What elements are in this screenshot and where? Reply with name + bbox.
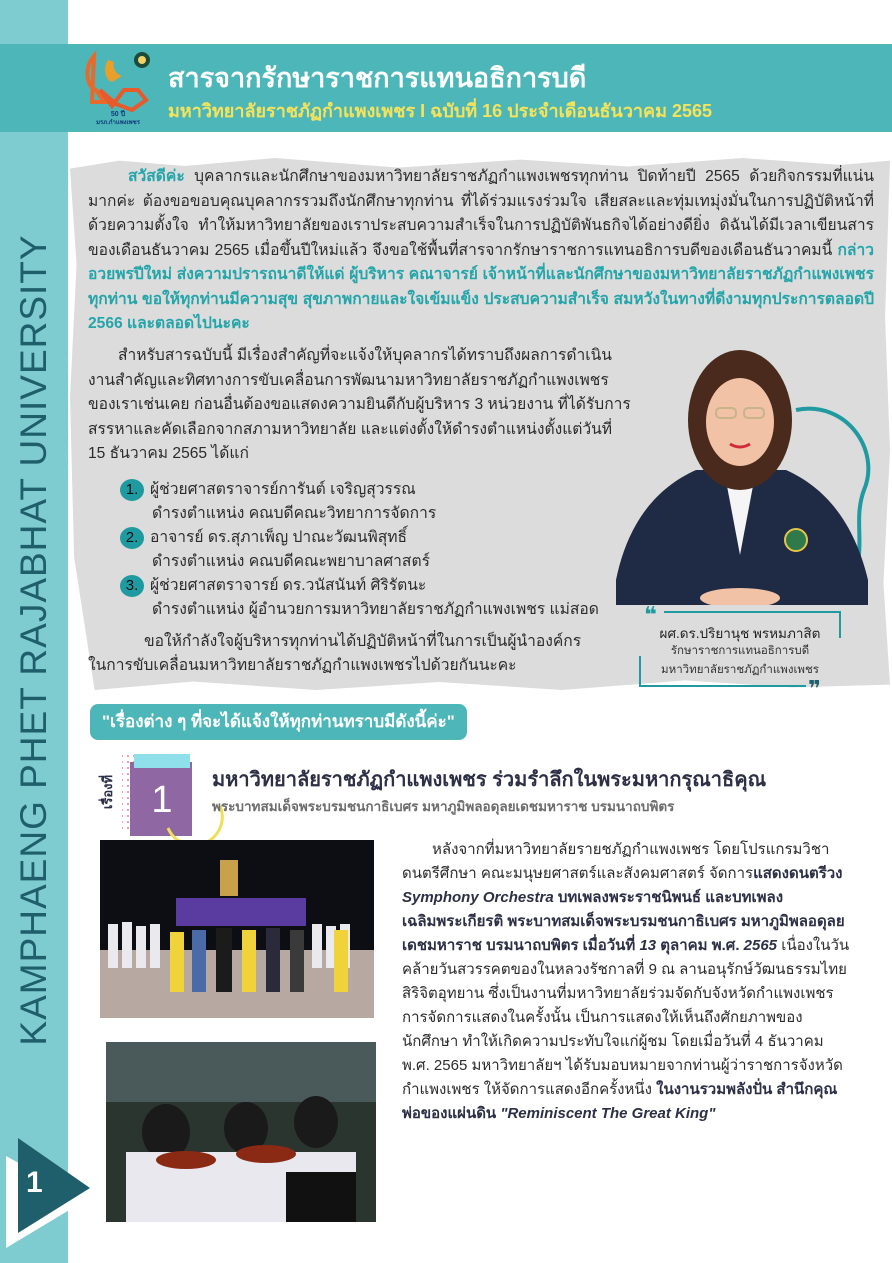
closing-line-2: ในการขับเคลื่อนมหาวิทยาลัยราชภัฏกำแพงเพชรไปด้วยกันนะคะ	[88, 657, 517, 674]
greeting: สวัสดีค่ะ	[128, 168, 185, 185]
page-subtitle: มหาวิทยาลัยราชภัฏกำแพงเพชร I ฉบับที่ 16 ประจำเดือนธันวาคม 2565	[168, 101, 712, 121]
intro-paragraph	[88, 165, 874, 337]
portrait-photo	[606, 340, 876, 605]
violin-students-photo	[106, 1042, 376, 1222]
signatory-title	[640, 642, 840, 680]
list-item	[120, 574, 640, 622]
svg-text:1: 1	[151, 779, 173, 821]
appointee-name: ผู้ช่วยศาสตราจารย์ ดร.วนัสนันท์ ศิริรัตนะ	[150, 577, 427, 594]
closing-line-1: ขอให้กำลังใจผู้บริหารทุกท่านได้ปฏิบัติหน้าที่ในการเป็นผู้นำองค์กร	[144, 633, 582, 650]
svg-text:❞: ❞	[808, 677, 821, 694]
story-number-badge	[84, 748, 224, 844]
page-number: 1	[26, 1166, 43, 1199]
university-name-vertical: KAMPHAENG PHET RAJABHAT UNIVERSITY	[13, 234, 54, 1046]
story-subtitle: พระบาทสมเด็จพระบรมชนกาธิเบศร มหาภูมิพลอดุลยเดชมหาราช บรมนาถบพิตร	[212, 799, 675, 814]
story-title: มหาวิทยาลัยราชภัฏกำแพงเพชร ร่วมรำลึกในพระมหากรุณาธิคุณ	[212, 769, 767, 791]
intro-body: บุคลากรและนักศึกษาของมหาวิทยาลัยราชภัฏกำแพงเพชรทุกท่าน ปิดท้ายปี 2565 ด้วยกิจกรรมที่แน่นมากค่ะ ต้องขอขอบคุณบุคลากรรวมถึงนักศึกษาทุกท่าน ที่ได้ร่วมแรงร่วมใจ เสียสละและทุ่มเทมุ่งมั่นในการปฏิบัติหน้าที่ด้วยความตั้งใจ ทำให้มหาวิทยาลัยของเราประสบความสำเร็จในการปฏิบัติพันธกิจได้อย่างดียิ่ง ดิฉันได้มีเวลาเขียนสารของเดือนธันวาคม 2565 เมื่อขึ้นปีใหม่แล้ว จึงขอใช้พื้นที่สารจากรักษาราชการแทนอธิการบดีของเดือนธันวาคมนี้	[88, 168, 874, 259]
anniversary-logo-icon	[82, 46, 152, 130]
notice-banner: "เรื่องต่าง ๆ ที่จะได้แจ้งให้ทุกท่านทราบมีดังนี้ค่ะ"	[90, 704, 467, 740]
svg-text:❝: ❝	[644, 604, 657, 628]
svg-text:เรื่องที่: เรื่องที่	[100, 774, 115, 810]
svg-text:50 ปี: 50 ปี	[110, 111, 126, 118]
appointee-name: ผู้ช่วยศาสตราจารย์การันต์ เจริญสุวรรณ	[150, 481, 416, 498]
appointee-list	[120, 478, 640, 622]
announcement-paragraph: สำหรับสารฉบับนี้ มีเรื่องสำคัญที่จะแจ้งให้บุคลากรได้ทราบถึงผลการดำเนินงานสำคัญและทิศทางการขับเคลื่อนการพัฒนามหาวิทยาลัยราชภัฏกำแพงเพชรของเราเช่นเคย ก่อนอื่นต้องขอแสดงความยินดีกับผู้บริหาร 3 หน่วยงาน ที่ได้รับการสรรหาและคัดเลือกจากสภามหาวิทยาลัย และแต่งตั้งให้ดำรงตำแหน่งตั้งแต่วันที่ 15 ธันวาคม 2565 ได้แก่	[88, 347, 631, 462]
appointee-name: อาจารย์ ดร.สุภาเพ็ญ ปาณะวัฒนพิสุทธิ์	[150, 529, 408, 546]
orchestra-group-photo	[100, 840, 374, 1018]
list-item	[120, 526, 640, 574]
signatory-name: ผศ.ดร.ปริยานุช พรหมภาสิต	[659, 626, 821, 641]
appointee-role: ดำรงตำแหน่ง คณบดีคณะวิทยาการจัดการ	[152, 505, 437, 522]
appointee-role: ดำรงตำแหน่ง ผู้อำนวยการมหาวิทยาลัยราชภัฏกำแพงเพชร แม่สอด	[152, 601, 599, 618]
signatory-position: รักษาราชการแทนอธิการบดี	[670, 645, 810, 657]
new-year-blessing: กล่าวอวยพรปีใหม่ ส่งความปรารถนาดีให้แด่ ผู้บริหาร คณาจารย์ เจ้าหน้าที่และนักศึกษาของมหาวิทยาลัยราชภัฏกำแพงเพชรทุกท่าน ขอให้ทุกท่านมีความสุข สุขภาพกายและใจเข้มแข็ง ประสบความสำเร็จ สมหวังในทางที่ดีงามทุกประการตลอดปี 2566 และตลอดไปนะคะ	[88, 241, 874, 332]
svg-text:มรภ.กำแพงเพชร: มรภ.กำแพงเพชร	[96, 120, 140, 126]
list-item	[120, 478, 640, 526]
closing-paragraph	[88, 630, 633, 678]
number-badge: 2.	[120, 527, 144, 549]
signatory-organization: มหาวิทยาลัยราชภัฏกำแพงเพชร	[661, 664, 819, 676]
page-marker-icon	[6, 1138, 96, 1248]
number-badge: 3.	[120, 575, 144, 597]
number-badge: 1.	[120, 479, 144, 501]
page-title: สารจากรักษาราชการแทนอธิการบดี	[168, 63, 587, 93]
appointee-role: ดำรงตำแหน่ง คณบดีคณะพยาบาลศาสตร์	[152, 553, 430, 570]
story-body: หลังจากที่มหาวิทยาลัยรายชภัฏกำแพงเพชร โดยโปรแกรมวิชาดนตรีศึกษา คณะมนุษยศาสตร์และสังคมศาสตร์ จัดการแสดงดนตรีวง Symphony Orchestra บทเพลงพระราชนิพนธ์ และบทเพลงเฉลิมพระเกียรติ พระบาทสมเด็จพระบรมชนกาธิเบศร มหาภูมิพลอดุลยเดชมหาราช บรมนาถบพิตร เมื่อวันที่ 13 ตุลาคม พ.ศ. 2565 เนื่องในวันคล้ายวันสวรรคตของในหลวงรัชกาลที่ 9 ณ ลานอนุรักษ์วัฒนธรรมไทยสิริจิตอุทยาน ซึ่งเป็นงานที่มหาวิทยาลัยร่วมจัดกับจังหวัดกำแพงเพชร การจัดการแสดงในครั้งนั้น เป็นการแสดงให้เห็นถึงศักยภาพของนักศึกษา ทำให้เกิดความประทับใจแก่ผู้ชม โดยเมื่อวันที่ 4 ธันวาคม พ.ศ. 2565 มหาวิทยาลัยฯ ได้รับมอบหมายจากท่านผู้ว่าราชการจังหวัดกำแพงเพชร ให้จัดการแสดงอีกครั้งหนึ่ง ในงานรวมพลังปั่น สำนึกคุณพ่อของแผ่นดิน "Reminiscent The Great King"	[402, 841, 850, 1122]
